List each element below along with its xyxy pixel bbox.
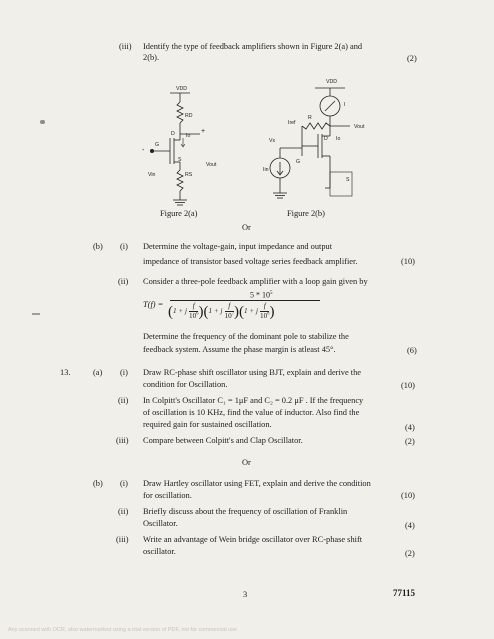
label-d: D	[324, 136, 328, 142]
marks: (2)	[405, 549, 415, 558]
label-vout: Vout	[206, 162, 217, 168]
question-text: Write an advantage of Wein bridge oscillator over RC-phase shift	[143, 535, 363, 544]
label-s: S	[346, 177, 350, 183]
question-number: 13.	[60, 368, 71, 377]
question-number: (iii)	[116, 436, 129, 445]
label-g: G	[296, 159, 301, 165]
question-text: condition for Oscillation.	[143, 380, 228, 389]
question-text: Oscillator.	[143, 519, 178, 528]
label-s: S	[178, 157, 182, 163]
label-d: D	[171, 131, 175, 137]
label-g: G	[155, 142, 160, 148]
label-rd: RD	[185, 113, 193, 119]
figure-2b-circuit	[250, 78, 370, 213]
marks: (10)	[401, 491, 415, 500]
question-text: Determine the voltage-gain, input impedance and output	[143, 242, 333, 251]
question-number: (i)	[120, 479, 128, 488]
question-text: In Colpitt's Oscillator C₁ = 1μF and C₂ = 0.2 μF . If the frequency	[143, 396, 364, 405]
formula-numerator: $5 * 10^5$	[250, 290, 273, 300]
question-text: Draw RC-phase shift oscillator using BJT, explain and derive the	[143, 368, 362, 377]
fraction-bar	[170, 300, 320, 301]
question-text: required gain for sustained oscillation.	[143, 420, 272, 429]
question-number: (ii)	[118, 507, 129, 516]
question-number: (ii)	[118, 396, 129, 405]
question-text: of oscillation is 10 KHz, find the value of inductor. Also find the	[143, 408, 360, 417]
label-vdd: VDD	[176, 86, 187, 92]
label-plus: +	[201, 128, 206, 135]
question-text: feedback system. Assume the phase margin is atleast 45°.	[143, 345, 336, 354]
label-i: I	[344, 102, 346, 108]
question-number: (ii)	[118, 277, 129, 286]
watermark: Any scanned with OCR, also watermarked using a trial version of PDF, not for commercial use	[8, 627, 237, 633]
figure-caption: Figure 2(a)	[160, 209, 198, 218]
label-vdd: VDD	[326, 79, 337, 85]
marks: (2)	[407, 54, 417, 63]
source-box	[330, 172, 352, 196]
marks: (10)	[401, 257, 415, 266]
question-number: (iii)	[119, 42, 132, 51]
part-label: (a)	[93, 368, 103, 377]
or-divider: Or	[242, 458, 251, 467]
paper-code: 77115	[393, 588, 416, 598]
marks: (4)	[405, 423, 415, 432]
label-iin: Iin	[263, 167, 269, 173]
scan-speck	[32, 313, 40, 315]
question-text: Determine the frequency of the dominant pole to stabilize the	[143, 332, 349, 341]
or-divider: Or	[242, 223, 251, 232]
part-label: (b)	[93, 242, 103, 251]
figure-caption: Figure 2(b)	[287, 209, 325, 218]
current-arrow-icon	[181, 138, 185, 147]
marks: (6)	[407, 346, 417, 355]
current-source-arrow-icon	[277, 162, 283, 175]
marks: (4)	[405, 521, 415, 530]
scan-speck	[40, 120, 45, 124]
question-text: Briefly discuss about the frequency of oscillation of Franklin	[143, 507, 348, 516]
label-minus: -	[142, 147, 145, 154]
question-text: Identify the type of feedback amplifiers shown in Figure 2(a) and	[143, 42, 363, 51]
question-text: Consider a three-pole feedback amplifier with a loop gain given by	[143, 277, 368, 286]
marks: (10)	[401, 381, 415, 390]
input-terminal-icon	[150, 149, 154, 153]
question-text: for oscillation.	[143, 491, 192, 500]
question-text: Compare between Colpitt's and Clap Oscillator.	[143, 436, 303, 445]
label-iref: Iref	[288, 120, 296, 126]
question-text: impedance of transistor based voltage series feedback amplifier.	[143, 257, 358, 266]
question-number: (i)	[120, 368, 128, 377]
question-text: oscillator.	[143, 547, 176, 556]
label-rs: RS	[185, 172, 193, 178]
question-number: (iii)	[116, 535, 129, 544]
question-text: Draw Hartley oscillator using FET, explain and derive the condition	[143, 479, 371, 488]
label-vx: Vx	[269, 138, 276, 144]
formula-denominator: (1 + j $\frac{f}{10^6})(1 + j \frac{f}{10^7})(1 + j \frac{f}{10^8})$	[168, 302, 275, 321]
label-r: R	[308, 115, 312, 121]
formula-lhs: T(f) =	[143, 300, 164, 309]
label-io: Io	[186, 133, 191, 139]
label-vout: Vout	[354, 124, 365, 130]
page-number: 3	[243, 590, 248, 599]
marks: (2)	[405, 437, 415, 446]
question-text: 2(b).	[143, 53, 160, 62]
question-number: (i)	[120, 242, 128, 251]
label-io: Io	[336, 136, 341, 142]
part-label: (b)	[93, 479, 103, 488]
label-vin: Vin	[148, 172, 156, 178]
